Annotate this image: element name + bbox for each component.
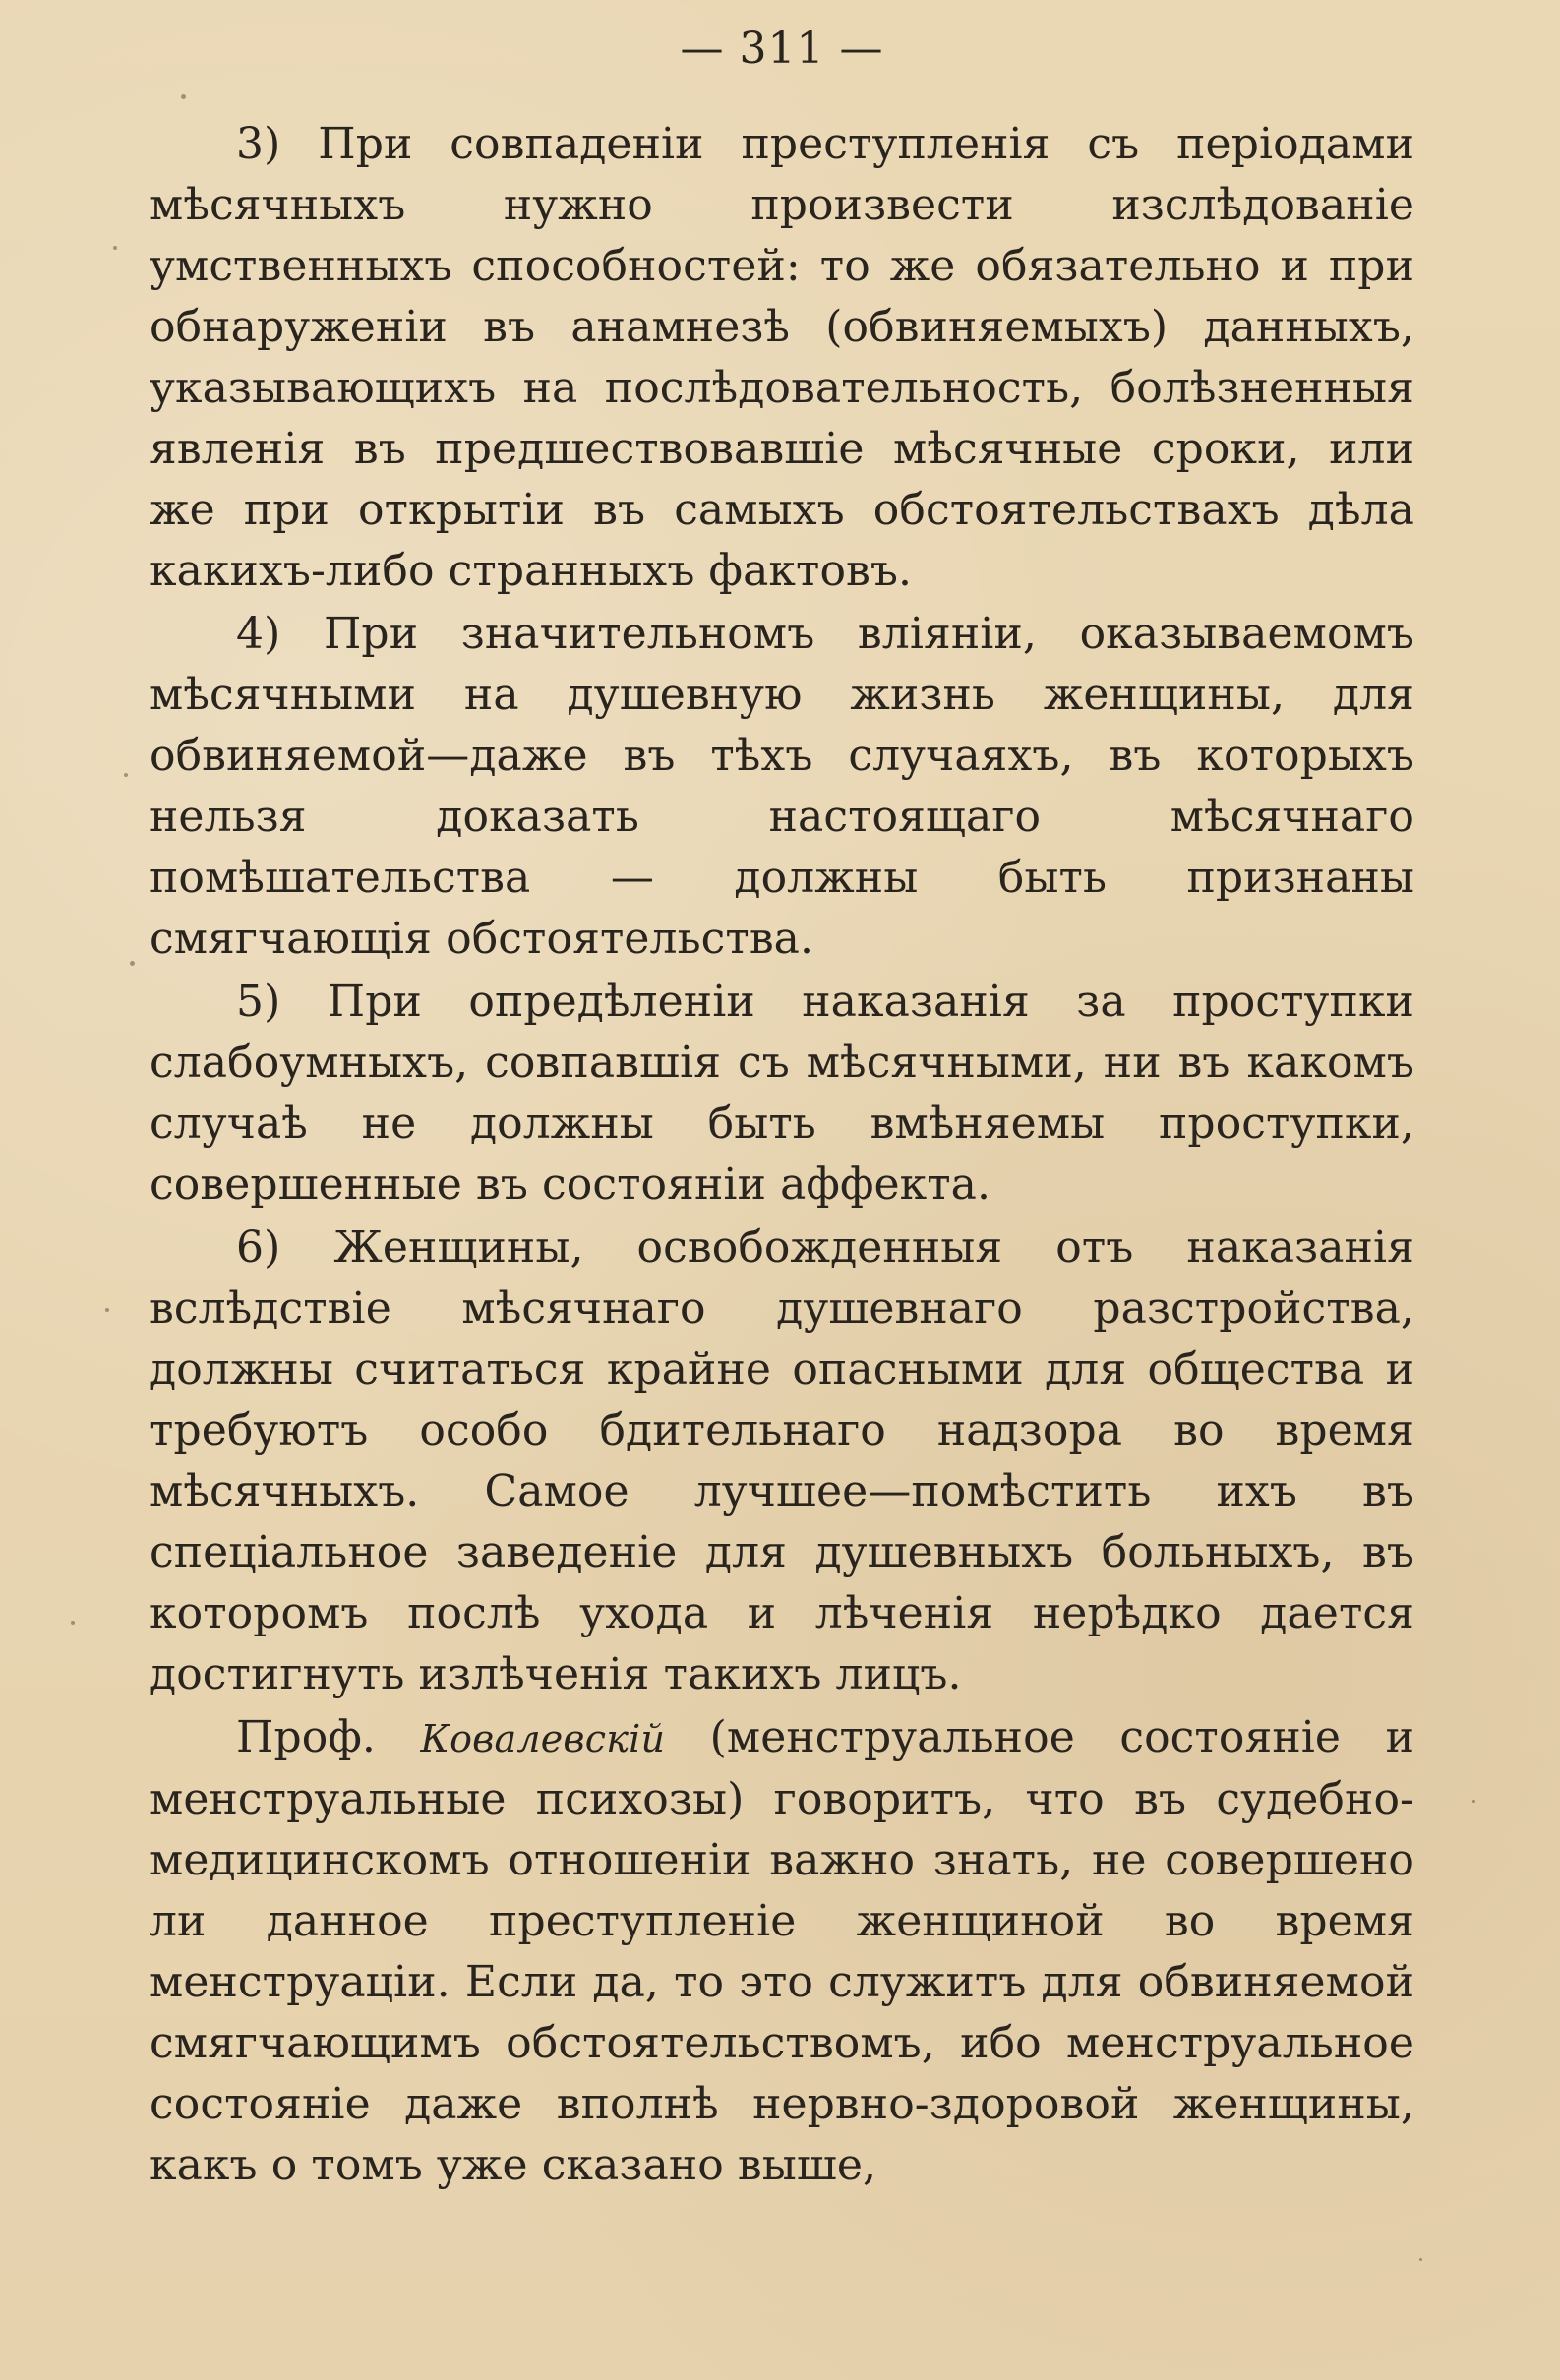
- author-name: Ковалевскій: [420, 1717, 666, 1760]
- paragraph-kovalevsky: [150, 1707, 1414, 2196]
- paragraph-kovalevsky-lead: Проф.: [236, 1712, 421, 1762]
- paper-speck: [113, 246, 117, 250]
- paper-speck: [181, 94, 186, 99]
- paragraph-5: 5) При опредѣленіи наказанія за проступки слабоумныхъ, совпавшія съ мѣсячными, ни въ какомъ случаѣ не должны быть вмѣняемы проступки, совершенные въ состояніи аффекта.: [150, 977, 1414, 1210]
- paper-speck: [124, 773, 128, 777]
- paper-speck: [1472, 1800, 1475, 1803]
- paragraph-3: 3) При совпаденіи преступленія съ періодами мѣсячныхъ нужно произвести изслѣдованіе умственныхъ способностей: то же обязательно и при обнаруженіи въ анамнезѣ (обвиняемыхъ) данныхъ, указывающихъ на послѣдовательность, болѣзненныя явленія въ предшествовавшіе мѣсячные сроки, или же при открытіи въ самыхъ обстоятельствахъ дѣла какихъ-либо странныхъ фактовъ.: [150, 119, 1414, 596]
- paragraph-kovalevsky-body: (менструальное состояніе и менструальные психозы) говоритъ, что въ судебно-медицинскомъ отношеніи важно знать, не совершено ли данное преступленіе женщиной во время менструаціи. Если да, то это служитъ для обвиняемой смягчающимъ обстоятельствомъ, ибо менструальное состояніе даже вполнѣ нервно-здоровой женщины, какъ о томъ уже сказано выше,: [150, 1712, 1414, 2190]
- paragraph-4: 4) При значительномъ вліяніи, оказываемомъ мѣсячными на душевную жизнь женщины, для обвиняемой—даже въ тѣхъ случаяхъ, въ которыхъ нельзя доказать настоящаго мѣсячнаго помѣшательства — должны быть признаны смягчающія обстоятельства.: [150, 609, 1414, 964]
- paper-speck: [71, 1621, 75, 1625]
- paper-speck: [130, 961, 135, 966]
- paragraph-6: 6) Женщины, освобожденныя отъ наказанія вслѣдствіе мѣсячнаго душевнаго разстройства, должны считаться крайне опасными для общества и требуютъ особо бдительнаго надзора во время мѣсячныхъ. Самое лучшее—помѣстить ихъ въ спеціальное заведеніе для душевныхъ больныхъ, въ которомъ послѣ ухода и лѣченія нерѣдко дается достигнуть излѣченія такихъ лицъ.: [150, 1222, 1414, 1699]
- paper-speck: [105, 1308, 109, 1312]
- paper-speck: [1419, 2258, 1422, 2261]
- page-number: — 311 —: [680, 24, 884, 74]
